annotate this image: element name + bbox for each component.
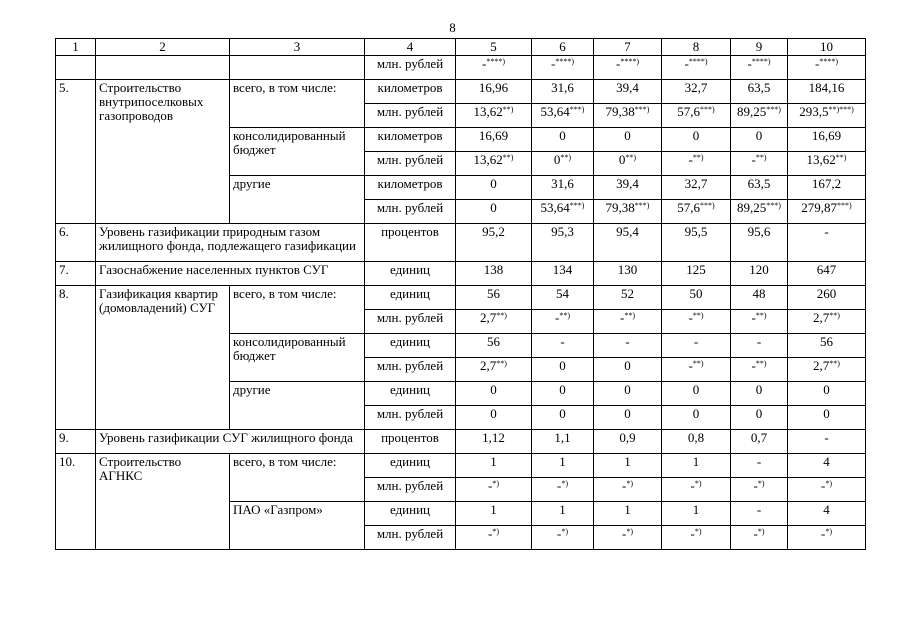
column-header: 10 [788, 39, 866, 56]
value-cell: 48 [731, 286, 788, 310]
indicator-name: Уровень газификации природным газом жилищного фонда, подлежащего газификации [96, 224, 365, 262]
value-cell: 138 [456, 262, 532, 286]
column-header: 5 [456, 39, 532, 56]
value-cell: 184,16 [788, 80, 866, 104]
value-cell: 0**) [532, 152, 594, 176]
value-cell: 1 [532, 454, 594, 478]
value-cell: -*) [456, 478, 532, 502]
row-number: 7. [56, 262, 96, 286]
value-cell: -*) [731, 478, 788, 502]
unit-cell: млн. рублей [365, 200, 456, 224]
value-cell: -*) [532, 478, 594, 502]
source-label: всего, в том числе: [230, 80, 365, 128]
row-number: 5. [56, 80, 96, 224]
value-cell: 1 [456, 502, 532, 526]
column-header: 8 [662, 39, 731, 56]
column-header: 6 [532, 39, 594, 56]
value-cell: 1 [456, 454, 532, 478]
value-cell: 0 [788, 406, 866, 430]
value-cell: 0 [532, 382, 594, 406]
unit-cell: единиц [365, 262, 456, 286]
value-cell: 39,4 [594, 80, 662, 104]
row-number: 9. [56, 430, 96, 454]
value-cell: -****) [788, 56, 866, 80]
unit-cell: млн. рублей [365, 310, 456, 334]
table-row [56, 39, 866, 56]
value-cell: 13,62**) [456, 152, 532, 176]
value-cell: 0 [731, 406, 788, 430]
source-label: другие [230, 176, 365, 224]
unit-cell: процентов [365, 430, 456, 454]
value-cell: 56 [788, 334, 866, 358]
unit-cell: процентов [365, 224, 456, 262]
empty-cell [230, 56, 365, 80]
value-cell: - [532, 334, 594, 358]
value-cell: - [594, 334, 662, 358]
unit-cell: млн. рублей [365, 152, 456, 176]
value-cell: -****) [731, 56, 788, 80]
column-header: 9 [731, 39, 788, 56]
indicator-name: Строительство внутрипоселковых газопроводов [96, 80, 230, 224]
column-header: 2 [96, 39, 230, 56]
value-cell: 0 [532, 358, 594, 382]
value-cell: -*) [662, 478, 731, 502]
value-cell: 95,3 [532, 224, 594, 262]
value-cell: 52 [594, 286, 662, 310]
value-cell: 260 [788, 286, 866, 310]
value-cell: 95,5 [662, 224, 731, 262]
value-cell: 0 [662, 406, 731, 430]
value-cell: 1,12 [456, 430, 532, 454]
value-cell: 57,6***) [662, 104, 731, 128]
indicator-name: Газоснабжение населенных пунктов СУГ [96, 262, 365, 286]
unit-cell: единиц [365, 454, 456, 478]
row-number: 6. [56, 224, 96, 262]
value-cell: 0 [532, 128, 594, 152]
table-row [56, 454, 866, 478]
table-row [56, 262, 866, 286]
source-label: другие [230, 382, 365, 430]
column-header: 4 [365, 39, 456, 56]
value-cell: 16,96 [456, 80, 532, 104]
column-header: 7 [594, 39, 662, 56]
value-cell: -*) [662, 526, 731, 550]
value-cell: 1 [594, 502, 662, 526]
value-cell: 0 [731, 382, 788, 406]
value-cell: 31,6 [532, 80, 594, 104]
value-cell: 2,7**) [788, 310, 866, 334]
value-cell: -**) [532, 310, 594, 334]
value-cell: -**) [731, 152, 788, 176]
unit-cell: единиц [365, 334, 456, 358]
value-cell: 1 [662, 502, 731, 526]
value-cell: 39,4 [594, 176, 662, 200]
source-label: всего, в том числе: [230, 454, 365, 502]
value-cell: -*) [594, 478, 662, 502]
value-cell: 16,69 [456, 128, 532, 152]
value-cell: -*) [456, 526, 532, 550]
value-cell: 4 [788, 454, 866, 478]
value-cell: 56 [456, 334, 532, 358]
unit-cell: млн. рублей [365, 406, 456, 430]
unit-cell: единиц [365, 502, 456, 526]
value-cell: 1 [662, 454, 731, 478]
value-cell: 50 [662, 286, 731, 310]
value-cell: -**) [594, 310, 662, 334]
value-cell: 31,6 [532, 176, 594, 200]
value-cell: 63,5 [731, 176, 788, 200]
value-cell: 0**) [594, 152, 662, 176]
value-cell: 0 [456, 406, 532, 430]
gasification-table [55, 38, 866, 550]
unit-cell: километров [365, 176, 456, 200]
value-cell: 95,4 [594, 224, 662, 262]
value-cell: -*) [594, 526, 662, 550]
value-cell: 0 [594, 128, 662, 152]
value-cell: -****) [456, 56, 532, 80]
value-cell: 53,64***) [532, 200, 594, 224]
value-cell: 54 [532, 286, 594, 310]
table-row [56, 286, 866, 310]
unit-cell: километров [365, 80, 456, 104]
value-cell: 0 [662, 128, 731, 152]
value-cell: -*) [788, 526, 866, 550]
table-row [56, 224, 866, 262]
indicator-name: Строительство АГНКС [96, 454, 230, 550]
column-header: 1 [56, 39, 96, 56]
indicator-name: Газификация квартир (домовладений) СУГ [96, 286, 230, 430]
value-cell: - [788, 224, 866, 262]
value-cell: 0,8 [662, 430, 731, 454]
table-row [56, 430, 866, 454]
value-cell: 647 [788, 262, 866, 286]
value-cell: 279,87***) [788, 200, 866, 224]
value-cell: 0,9 [594, 430, 662, 454]
value-cell: 125 [662, 262, 731, 286]
table-row [56, 56, 866, 80]
source-label: консолидированный бюджет [230, 334, 365, 382]
value-cell: -**) [662, 310, 731, 334]
value-cell: -**) [731, 310, 788, 334]
value-cell: 79,38***) [594, 200, 662, 224]
value-cell: 13,62**) [456, 104, 532, 128]
value-cell: 1 [532, 502, 594, 526]
value-cell: 79,38***) [594, 104, 662, 128]
value-cell: 0 [662, 382, 731, 406]
unit-cell: млн. рублей [365, 478, 456, 502]
value-cell: -*) [532, 526, 594, 550]
value-cell: 0 [788, 382, 866, 406]
value-cell: -****) [594, 56, 662, 80]
value-cell: 53,64***) [532, 104, 594, 128]
value-cell: -*) [788, 478, 866, 502]
value-cell: 0 [532, 406, 594, 430]
value-cell: 95,6 [731, 224, 788, 262]
value-cell: 4 [788, 502, 866, 526]
value-cell: - [731, 334, 788, 358]
value-cell: 134 [532, 262, 594, 286]
value-cell: 63,5 [731, 80, 788, 104]
source-label: консолидированный бюджет [230, 128, 365, 176]
column-header: 3 [230, 39, 365, 56]
value-cell: 0 [594, 358, 662, 382]
table-row [56, 80, 866, 104]
value-cell: 1,1 [532, 430, 594, 454]
value-cell: - [731, 454, 788, 478]
value-cell: 0 [456, 176, 532, 200]
value-cell: 56 [456, 286, 532, 310]
value-cell: 0 [456, 200, 532, 224]
value-cell: 89,25***) [731, 200, 788, 224]
value-cell: - [662, 334, 731, 358]
unit-cell: единиц [365, 286, 456, 310]
value-cell: 293,5**)***) [788, 104, 866, 128]
value-cell: - [788, 430, 866, 454]
empty-cell [96, 56, 230, 80]
indicator-name: Уровень газификации СУГ жилищного фонда [96, 430, 365, 454]
value-cell: 0 [731, 128, 788, 152]
value-cell: 167,2 [788, 176, 866, 200]
value-cell: 16,69 [788, 128, 866, 152]
unit-cell: километров [365, 128, 456, 152]
unit-cell: млн. рублей [365, 358, 456, 382]
value-cell: 0 [594, 382, 662, 406]
value-cell: 130 [594, 262, 662, 286]
unit-cell: млн. рублей [365, 526, 456, 550]
value-cell: 2,7**) [788, 358, 866, 382]
row-number: 8. [56, 286, 96, 430]
value-cell: 13,62**) [788, 152, 866, 176]
value-cell: -**) [662, 358, 731, 382]
value-cell: -****) [532, 56, 594, 80]
value-cell: -*) [731, 526, 788, 550]
source-label: ПАО «Газпром» [230, 502, 365, 550]
value-cell: 0 [456, 382, 532, 406]
value-cell: 95,2 [456, 224, 532, 262]
value-cell: 2,7**) [456, 310, 532, 334]
value-cell: -****) [662, 56, 731, 80]
value-cell: - [731, 502, 788, 526]
value-cell: 57,6***) [662, 200, 731, 224]
unit-cell: единиц [365, 382, 456, 406]
value-cell: 32,7 [662, 176, 731, 200]
unit-cell: млн. рублей [365, 56, 456, 80]
value-cell: 0 [594, 406, 662, 430]
value-cell: -**) [731, 358, 788, 382]
page-number: 8 [449, 20, 456, 35]
unit-cell: млн. рублей [365, 104, 456, 128]
value-cell: -**) [662, 152, 731, 176]
value-cell: 120 [731, 262, 788, 286]
value-cell: 2,7**) [456, 358, 532, 382]
value-cell: 0,7 [731, 430, 788, 454]
row-number: 10. [56, 454, 96, 550]
source-label: всего, в том числе: [230, 286, 365, 334]
empty-cell [56, 56, 96, 80]
value-cell: 32,7 [662, 80, 731, 104]
value-cell: 89,25***) [731, 104, 788, 128]
value-cell: 1 [594, 454, 662, 478]
